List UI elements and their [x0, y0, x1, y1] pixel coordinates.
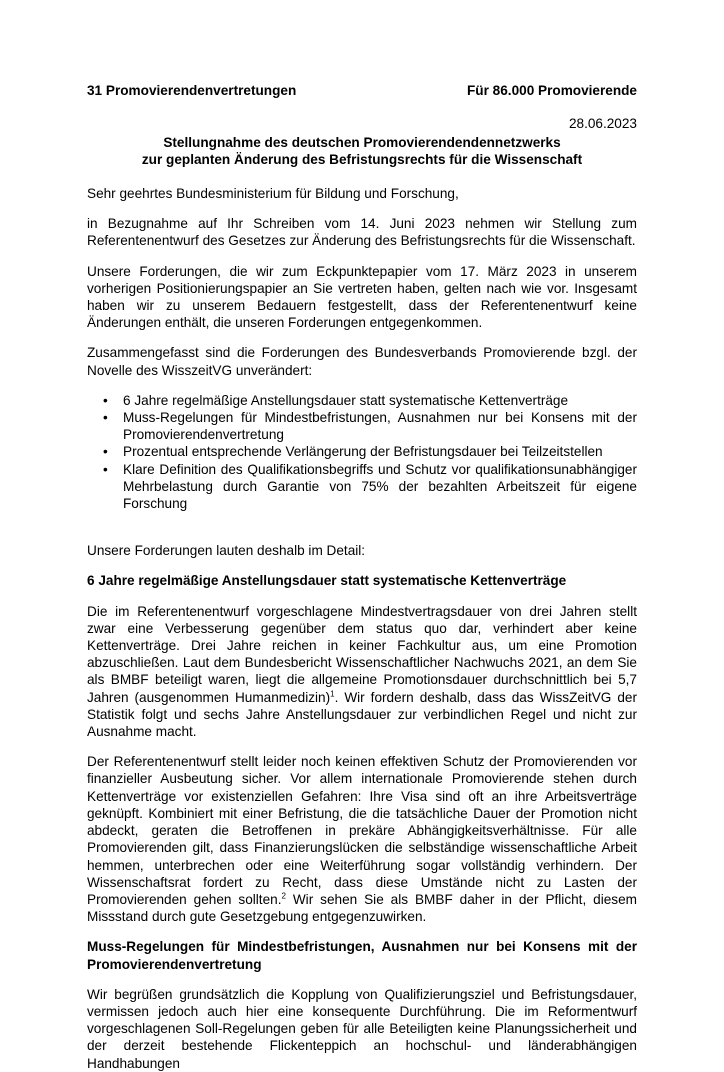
document-title	[87, 134, 637, 168]
salutation: Sehr geehrtes Bundesministerium für Bildung und Forschung,	[87, 186, 459, 201]
footnote-marker-1[interactable]: 1	[330, 689, 335, 699]
section-heading-2: Muss-Regelungen für Mindestbefristungen, Ausnahmen nur bei Konsens mit der Promovierendenvertretung	[87, 939, 637, 972]
paragraph-intro: in Bezugnahme auf Ihr Schreiben vom 14. Juni 2023 nehmen wir Stellung zum Referentenentwurf des Gesetzes zur Änderung des Befristungsrechts für die Wissenschaft.	[87, 216, 637, 249]
list-item-text: Klare Definition des Qualifikationsbegriffs und Schutz vor qualifikationsunabhängiger Mehrbelastung durch Garantie von 75% der bezahlten Arbeitszeit für eigene Forschung	[123, 461, 637, 512]
list-item-text: Prozentual entsprechende Verlängerung der Befristungsdauer bei Teilzeitstellen	[123, 444, 603, 460]
paragraph-demands: Unsere Forderungen, die wir zum Eckpunktepapier vom 17. März 2023 in unserem vorherigen Positionierungspapier an Sie vertreten haben, gelten nach wie vor. Insgesamt haben wir zu unserem Bedauern festgestellt, dass der Referentenentwurf keine Änderungen enthält, die unseren Forderungen entgegenkommen.	[87, 263, 637, 331]
title-line-2: zur geplanten Änderung des Befristungsrechts für die Wissenschaft	[141, 152, 583, 167]
list-item	[87, 409, 637, 443]
bullet-icon: •	[103, 444, 108, 460]
bullet-icon: •	[103, 461, 108, 477]
section-1-paragraph-1-text-a: Die im Referentenentwurf vorgeschlagene Mindestvertragsdauer von drei Jahren stellt zwar eine Verbesserung gegenüber dem status quo dar, verhindert aber keine Kettenverträge. Drei Jahre reichen in keiner Fachkultur aus, um eine Promotion abzuschließen. Laut dem Bundesbericht Wissenschaftlicher Nachwuchs 2021, an dem Sie als BMBF beteiligt waren, liegt die allgemeine Promotionsdauer durchschnittlich bei 5,7 Jahren (ausgenommen Humanmedizin)	[87, 603, 637, 705]
list-item	[87, 443, 637, 460]
footnote-marker-2[interactable]: 2	[281, 891, 286, 901]
header-right: Für 86.000 Promovierende	[467, 83, 637, 98]
section-1-paragraph-2-text-a: Der Referentenentwurf stellt leider noch keinen effektiven Schutz der Promovierenden vor finanzieller Ausbeutung sicher. Vor allem internationale Promovierende stehen durch Kettenverträge vor existenziellen Gefahren: Ihre Visa sind oft an ihre Arbeitsverträge geknüpft. Kombiniert mit einer Befristung, die die tatsächliche Dauer der Promotion nicht abdeckt, geraten die Betroffenen in prekäre Abhängigkeitsverhältnisse. Für alle Promovierenden gilt, dass Finanzierungslücken die selbständige wissenschaftliche Arbeit hemmen, unterbrechen oder eine Weiterführung sogar vollständig verhindern. Der Wissenschaftsrat fordert zu Recht, dass diese Umstände nicht zu Lasten der Promovierenden gehen sollten.	[87, 754, 637, 907]
section-heading-1: 6 Jahre regelmäßige Anstellungsdauer statt systematische Kettenverträge	[87, 573, 567, 589]
section-1-paragraph-2	[87, 753, 637, 925]
title-line-1: Stellungnahme des deutschen Promovierendendennetzwerks	[163, 135, 561, 150]
paragraph-summary: Zusammengefasst sind die Forderungen des Bundesverbands Promovierende bzgl. der Novelle des WisszeitVG unverändert:	[87, 345, 637, 378]
bullet-icon: •	[103, 410, 108, 426]
document-date: 28.06.2023	[568, 116, 637, 131]
section-1-paragraph-1	[87, 603, 637, 741]
paragraph-details-intro: Unsere Forderungen lauten deshalb im Detail:	[87, 543, 366, 559]
demands-list	[87, 392, 637, 512]
list-item	[87, 392, 637, 409]
section-2-paragraph-1: Wir begrüßen grundsätzlich die Kopplung von Qualifizierungsziel und Befristungsdauer, vermissen jedoch auch hier eine konsequente Durchführung. Die im Reformentwurf vorgeschlagenen Soll-Regelungen geben für alle Beteiligten keine Planungssicherheit und der derzeit bestehende Flickenteppich an hochschul- und länderabhängigen Handhabungen	[87, 986, 637, 1071]
list-item-text: 6 Jahre regelmäßige Anstellungsdauer statt systematische Kettenverträge	[123, 392, 569, 408]
section-1-paragraph-2-text-b: Wir sehen Sie als BMBF daher in der Pflicht, diesem Missstand durch gute Gesetzgebung entgegenzuwirken.	[87, 891, 637, 925]
list-item	[87, 461, 637, 513]
header-left: 31 Promovierendenvertretungen	[87, 83, 297, 98]
document-page	[87, 82, 637, 1072]
document-header	[87, 82, 637, 100]
bullet-icon: •	[103, 392, 108, 408]
list-item-text: Muss-Regelungen für Mindestbefristungen, Ausnahmen nur bei Konsens mit der Promovierendenvertretung	[123, 410, 637, 443]
section-1-paragraph-1-text-b: . Wir fordern deshalb, dass das WissZeitVG der Statistik folgt und sechs Jahre Anstellungsdauer zur verbindlichen Regel und nicht zur Ausnahme macht.	[87, 689, 637, 740]
